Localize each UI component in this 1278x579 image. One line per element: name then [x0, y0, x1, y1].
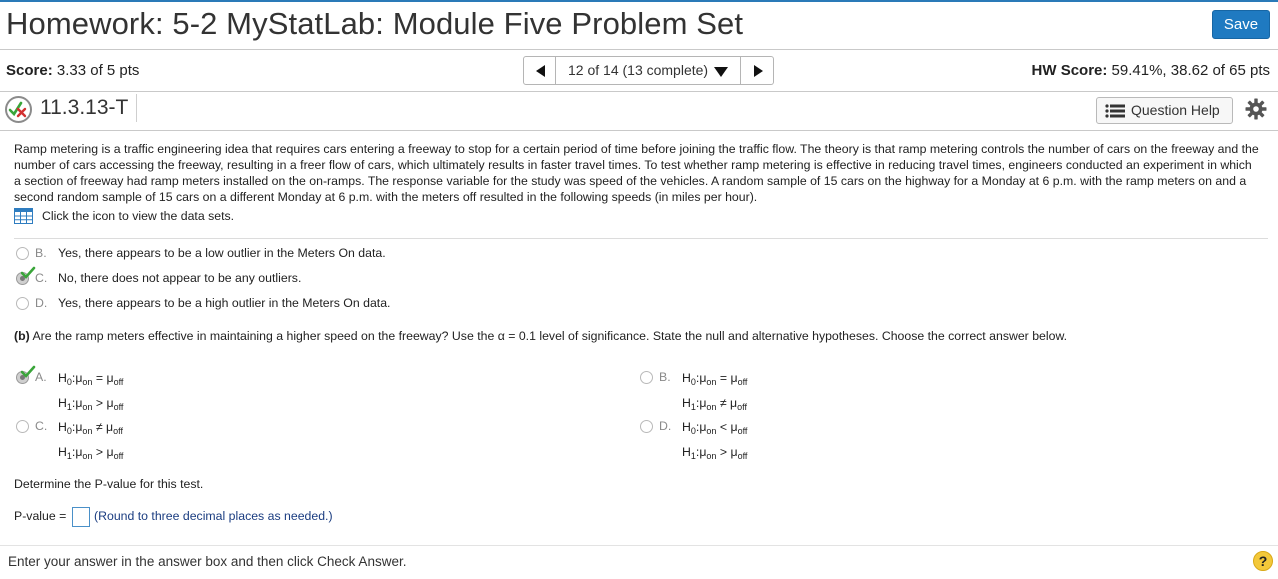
option-letter: C.: [35, 271, 48, 285]
hypothesis-pair: [682, 417, 747, 467]
radio-button[interactable]: [640, 420, 653, 433]
h0-operator: ≠: [95, 420, 103, 434]
hypothesis-pair: [58, 368, 123, 418]
previous-question-button[interactable]: [523, 56, 556, 85]
alternative-hypothesis: $H_1:\mu_{on} \ne \mu_{off}$: [682, 396, 747, 412]
divider: [0, 545, 1278, 546]
part-b-text: Are the ramp meters effective in maintaining a higher speed on the freeway? Use the α = 0.1 level of significance. State the null and alternative hypotheses. Choose the correct answer below.: [32, 329, 1068, 343]
question-id: 11.3.13-T: [40, 96, 129, 119]
null-hypothesis: $H_0:\mu_{on} = \mu_{off}$: [682, 371, 748, 387]
data-sets-link[interactable]: [14, 208, 234, 224]
h1-operator: >: [95, 445, 104, 459]
question-help-label: Question Help: [1131, 102, 1220, 118]
page-title: Homework: 5-2 MyStatLab: Module Five Problem Set: [6, 6, 744, 41]
question-navigator: [523, 56, 774, 85]
hw-score-display: [1032, 62, 1270, 79]
correct-check-icon: [20, 365, 36, 379]
score-display: [6, 62, 139, 79]
option-letter: C.: [35, 419, 48, 433]
h0-operator: =: [719, 371, 728, 385]
option-text: No, there does not appear to be any outliers.: [58, 271, 302, 285]
divider: [14, 238, 1268, 239]
h0-operator: =: [95, 371, 104, 385]
radio-button[interactable]: [640, 371, 653, 384]
null-hypothesis: $H_0:\mu_{on} = \mu_{off}$: [58, 371, 124, 387]
hypothesis-pair: [58, 417, 123, 467]
h0-operator: <: [719, 420, 728, 434]
question-selector[interactable]: [556, 56, 741, 85]
hw-score-label: HW Score:: [1031, 62, 1108, 79]
gear-icon[interactable]: [1245, 98, 1267, 125]
score-label: Score:: [6, 62, 53, 79]
option-text: Yes, there appears to be a high outlier in the Meters On data.: [58, 296, 391, 310]
footer-instruction: Enter your answer in the answer box and then click Check Answer.: [8, 554, 407, 569]
null-hypothesis: $H_0:\mu_{on} \ne \mu_{off}$: [58, 420, 123, 436]
option-letter: B.: [35, 246, 47, 260]
h1-operator: >: [719, 445, 728, 459]
list-icon: [1105, 104, 1125, 118]
separator: [136, 94, 137, 122]
problem-statement: Ramp metering is a traffic engineering idea that requires cars entering a freeway to stop for a certain period of time before joining the traffic flow. The theory is that ramp metering controls the number of cars on the freeway and the number of cars accessing the freeway, resulting in a freer flow of cars, which ultimately results in faster travel times. To test whether ramp metering is effective in reducing travel times, engineers conducted an experiment in which a section of freeway had ramp meters installed on the on-ramps. The response variable for the study was speed of the vehicles. A random sample of 15 cars on the highway for a Monday at 6 p.m. with the ramp meters on and a second random sample of 15 cars on a different Monday at 6 p.m. with the meters off resulted in the following speeds (in miles per hour).: [14, 142, 1259, 204]
option-text: Yes, there appears to be a low outlier in the Meters On data.: [58, 246, 386, 260]
top-accent-line: [0, 0, 1278, 2]
h1-operator: ≠: [719, 396, 727, 410]
arrow-left-icon: [536, 65, 545, 77]
alternative-hypothesis: $H_1:\mu_{on} > \mu_{off}$: [682, 445, 748, 461]
question-help-button[interactable]: [1096, 97, 1233, 124]
pvalue-input[interactable]: [72, 507, 90, 527]
partial-credit-icon: [5, 96, 32, 123]
arrow-right-icon: [754, 65, 763, 77]
pvalue-label: P-value =: [14, 509, 67, 523]
radio-button[interactable]: [16, 247, 29, 260]
help-icon[interactable]: ?: [1253, 551, 1273, 571]
divider: [0, 49, 1278, 50]
caret-down-icon: [714, 67, 728, 77]
divider: [0, 91, 1278, 92]
part-b-question: [14, 329, 1067, 343]
option-letter: D.: [659, 419, 672, 433]
part-b-label: (b): [14, 329, 30, 343]
alternative-hypothesis: $H_1:\mu_{on} > \mu_{off}$: [58, 396, 124, 412]
alternative-hypothesis: $H_1:\mu_{on} > \mu_{off}$: [58, 445, 124, 461]
hw-score-value: 59.41%, 38.62 of 65 pts: [1111, 62, 1270, 79]
radio-button[interactable]: [16, 420, 29, 433]
divider: [0, 130, 1278, 131]
option-letter: A.: [35, 370, 47, 384]
table-icon[interactable]: [14, 208, 33, 224]
score-value: 3.33 of 5 pts: [56, 62, 140, 79]
hypothesis-pair: [682, 368, 747, 418]
option-letter: B.: [659, 370, 671, 384]
data-sets-text: Click the icon to view the data sets.: [42, 209, 235, 223]
save-button[interactable]: Save: [1212, 10, 1270, 39]
null-hypothesis: $H_0:\mu_{on} < \mu_{off}$: [682, 420, 748, 436]
radio-button[interactable]: [16, 297, 29, 310]
h1-operator: >: [95, 396, 104, 410]
next-question-button[interactable]: [741, 56, 774, 85]
correct-check-icon: [20, 266, 36, 280]
question-progress: 12 of 14 (13 complete): [568, 62, 709, 78]
option-letter: D.: [35, 296, 48, 310]
pvalue-prompt: Determine the P-value for this test.: [14, 477, 204, 491]
pvalue-rounding-note: (Round to three decimal places as needed.): [94, 509, 333, 523]
